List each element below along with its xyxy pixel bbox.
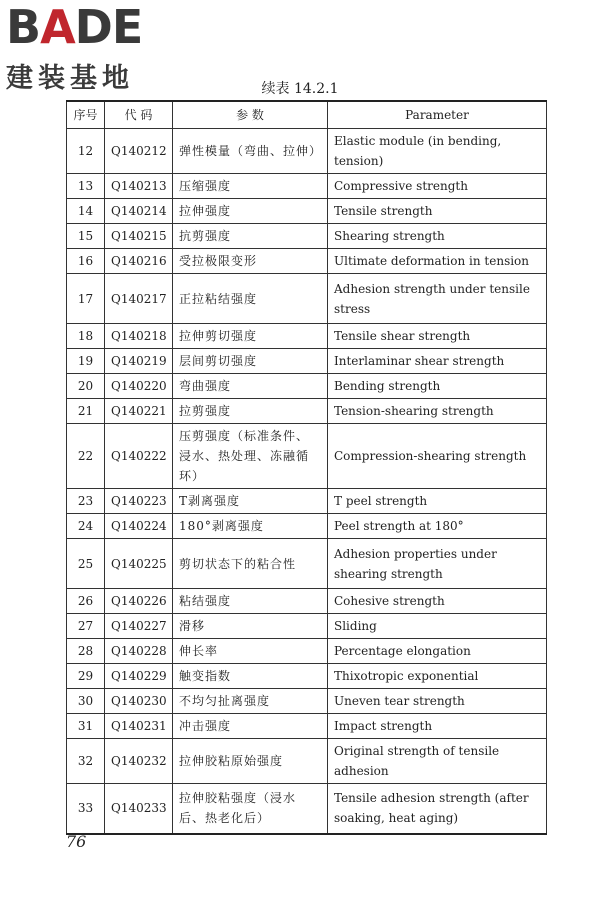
table-row — [67, 129, 547, 174]
row-code: Q140221 — [105, 399, 173, 424]
row-param-en: Compressive strength — [328, 174, 547, 199]
table-row — [67, 639, 547, 664]
header-no: 序号 — [67, 101, 105, 129]
logo-wordmark: BADE — [6, 0, 143, 54]
row-number: 14 — [67, 199, 105, 224]
row-param-en: Cohesive strength — [328, 589, 547, 614]
row-param-en: Tensile shear strength — [328, 324, 547, 349]
row-param-cn: 冲击强度 — [173, 714, 328, 739]
row-param-en: Peel strength at 180° — [328, 514, 547, 539]
row-code: Q140222 — [105, 424, 173, 489]
row-param-cn: 剪切状态下的粘合性 — [173, 539, 328, 589]
header-param-en: Parameter — [328, 101, 547, 129]
row-number: 15 — [67, 224, 105, 249]
row-param-cn: 触变指数 — [173, 664, 328, 689]
row-param-en: Tensile adhesion strength (after soaking, heat aging) — [328, 784, 547, 834]
table-row — [67, 199, 547, 224]
row-number: 25 — [67, 539, 105, 589]
table-row — [67, 714, 547, 739]
row-param-en: Tensile strength — [328, 199, 547, 224]
row-param-en: Compression-shearing strength — [328, 424, 547, 489]
row-param-cn: 压剪强度（标准条件、浸水、热处理、冻融循环） — [173, 424, 328, 489]
header-param-cn: 参 数 — [173, 101, 328, 129]
row-param-en: Sliding — [328, 614, 547, 639]
row-param-en: Elastic module (in bending, tension) — [328, 129, 547, 174]
row-number: 32 — [67, 739, 105, 784]
row-param-en: Tension-shearing strength — [328, 399, 547, 424]
page-number: 76 — [66, 832, 87, 851]
row-param-cn: 拉伸胶粘原始强度 — [173, 739, 328, 784]
row-code: Q140228 — [105, 639, 173, 664]
row-number: 24 — [67, 514, 105, 539]
row-param-en: Thixotropic exponential — [328, 664, 547, 689]
row-code: Q140216 — [105, 249, 173, 274]
row-param-cn: 伸长率 — [173, 639, 328, 664]
parameter-table — [66, 100, 547, 835]
row-param-cn: 压缩强度 — [173, 174, 328, 199]
row-code: Q140219 — [105, 349, 173, 374]
row-number: 20 — [67, 374, 105, 399]
table-row — [67, 614, 547, 639]
row-number: 31 — [67, 714, 105, 739]
row-param-en: Original strength of tensile adhesion — [328, 739, 547, 784]
row-param-cn: 层间剪切强度 — [173, 349, 328, 374]
row-code: Q140212 — [105, 129, 173, 174]
row-param-cn: 滑移 — [173, 614, 328, 639]
row-param-cn: T剥离强度 — [173, 489, 328, 514]
table-row — [67, 224, 547, 249]
row-number: 22 — [67, 424, 105, 489]
row-code: Q140224 — [105, 514, 173, 539]
row-param-cn: 粘结强度 — [173, 589, 328, 614]
row-code: Q140220 — [105, 374, 173, 399]
row-number: 12 — [67, 129, 105, 174]
row-number: 26 — [67, 589, 105, 614]
row-number: 21 — [67, 399, 105, 424]
table-row — [67, 174, 547, 199]
row-param-cn: 拉伸剪切强度 — [173, 324, 328, 349]
row-code: Q140226 — [105, 589, 173, 614]
row-param-cn: 180°剥离强度 — [173, 514, 328, 539]
logo-subtitle: 建装基地 — [6, 63, 134, 94]
table-row — [67, 424, 547, 489]
table-row — [67, 274, 547, 324]
row-param-en: T peel strength — [328, 489, 547, 514]
row-number: 30 — [67, 689, 105, 714]
row-number: 13 — [67, 174, 105, 199]
row-param-en: Adhesion strength under tensile stress — [328, 274, 547, 324]
row-param-cn: 拉剪强度 — [173, 399, 328, 424]
row-param-en: Adhesion properties under shearing strength — [328, 539, 547, 589]
row-param-en: Impact strength — [328, 714, 547, 739]
row-code: Q140233 — [105, 784, 173, 834]
row-code: Q140230 — [105, 689, 173, 714]
row-param-cn: 弹性模量（弯曲、拉伸） — [173, 129, 328, 174]
table-row — [67, 349, 547, 374]
row-number: 28 — [67, 639, 105, 664]
row-param-cn: 抗剪强度 — [173, 224, 328, 249]
row-param-cn: 拉伸强度 — [173, 199, 328, 224]
row-number: 23 — [67, 489, 105, 514]
bade-logo — [6, 0, 176, 94]
row-code: Q140213 — [105, 174, 173, 199]
table-row — [67, 739, 547, 784]
table-row — [67, 399, 547, 424]
header-code: 代 码 — [105, 101, 173, 129]
table-row — [67, 689, 547, 714]
row-number: 18 — [67, 324, 105, 349]
row-param-en: Bending strength — [328, 374, 547, 399]
row-param-cn: 不均匀扯离强度 — [173, 689, 328, 714]
row-param-cn: 弯曲强度 — [173, 374, 328, 399]
row-code: Q140225 — [105, 539, 173, 589]
table-row — [67, 514, 547, 539]
row-param-cn: 拉伸胶粘强度（浸水后、热老化后） — [173, 784, 328, 834]
row-code: Q140214 — [105, 199, 173, 224]
row-param-en: Interlaminar shear strength — [328, 349, 547, 374]
row-code: Q140231 — [105, 714, 173, 739]
table-row — [67, 539, 547, 589]
row-code: Q140232 — [105, 739, 173, 784]
table-row — [67, 664, 547, 689]
row-number: 33 — [67, 784, 105, 834]
row-number: 27 — [67, 614, 105, 639]
row-param-en: Shearing strength — [328, 224, 547, 249]
row-param-cn: 受拉极限变形 — [173, 249, 328, 274]
row-code: Q140215 — [105, 224, 173, 249]
table-row — [67, 589, 547, 614]
row-param-en: Percentage elongation — [328, 639, 547, 664]
row-number: 16 — [67, 249, 105, 274]
row-number: 17 — [67, 274, 105, 324]
table-row — [67, 784, 547, 834]
row-number: 19 — [67, 349, 105, 374]
table-caption: 续表 14.2.1 — [261, 81, 339, 97]
table-header-row — [67, 101, 547, 129]
table-row — [67, 489, 547, 514]
table-row — [67, 249, 547, 274]
row-code: Q140227 — [105, 614, 173, 639]
row-code: Q140229 — [105, 664, 173, 689]
table-row — [67, 324, 547, 349]
row-param-en: Uneven tear strength — [328, 689, 547, 714]
row-code: Q140217 — [105, 274, 173, 324]
row-code: Q140218 — [105, 324, 173, 349]
row-param-cn: 正拉粘结强度 — [173, 274, 328, 324]
row-code: Q140223 — [105, 489, 173, 514]
row-param-en: Ultimate deformation in tension — [328, 249, 547, 274]
row-number: 29 — [67, 664, 105, 689]
table-row — [67, 374, 547, 399]
